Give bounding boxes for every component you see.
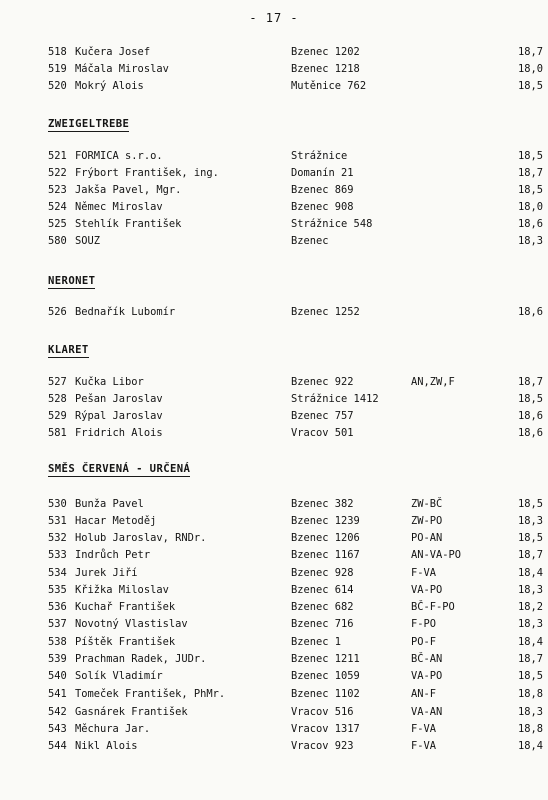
row-number: 518 [48, 46, 67, 58]
row-value: 18,3 [517, 706, 543, 718]
row-value: 18,7 [517, 167, 543, 179]
row-value: 18,5 [517, 80, 543, 92]
table-row [48, 235, 543, 252]
table-row [48, 567, 543, 584]
row-name: Píštěk František [75, 636, 176, 648]
row-place: Strážnice [291, 150, 348, 162]
row-number: 534 [48, 567, 67, 579]
row-code: BČ-AN [411, 653, 443, 665]
row-value: 18,7 [517, 376, 543, 388]
row-number: 521 [48, 150, 67, 162]
table-row [48, 393, 543, 410]
row-code: VA-PO [411, 584, 443, 596]
row-place: Bzenec 1218 [291, 63, 360, 75]
row-code: AN,ZW,F [411, 376, 455, 388]
row-place: Bzenec 1206 [291, 532, 360, 544]
row-number: 525 [48, 218, 67, 230]
row-name: Pešan Jaroslav [75, 393, 163, 405]
table-row [48, 723, 543, 740]
row-name: Gasnárek František [75, 706, 188, 718]
row-place: Bzenec 614 [291, 584, 354, 596]
row-name: Bunža Pavel [75, 498, 144, 510]
row-code: AN-VA-PO [411, 549, 462, 561]
row-number: 541 [48, 688, 67, 700]
table-row [48, 427, 543, 444]
row-name: FORMICA s.r.o. [75, 150, 163, 162]
row-code: ZW-PO [411, 515, 443, 527]
row-place: Vracov 923 [291, 740, 354, 752]
row-name: Němec Miroslav [75, 201, 163, 213]
row-value: 18,6 [517, 218, 543, 230]
section-heading-text: ZWEIGELTREBE [48, 118, 130, 130]
section-heading-text: KLARET [48, 344, 89, 356]
row-place: Bzenec 1167 [291, 549, 360, 561]
table-row [48, 218, 543, 235]
row-number: 529 [48, 410, 67, 422]
row-name: Kuchař František [75, 601, 176, 613]
row-value: 18,8 [517, 723, 543, 735]
row-value: 18,5 [517, 670, 543, 682]
table-row [48, 601, 543, 618]
row-number: 581 [48, 427, 67, 439]
row-place: Bzenec 922 [291, 376, 354, 388]
table-row [48, 636, 543, 653]
row-name: SOUZ [75, 235, 101, 247]
row-place: Bzenec 682 [291, 601, 354, 613]
table-row [48, 532, 543, 549]
table-row [48, 167, 543, 184]
row-name: Jakša Pavel, Mgr. [75, 184, 182, 196]
row-value: 18,0 [517, 63, 543, 75]
row-place: Vracov 1317 [291, 723, 360, 735]
row-code: PO-AN [411, 532, 443, 544]
row-number: 536 [48, 601, 67, 613]
row-name: Nikl Alois [75, 740, 138, 752]
row-number: 533 [48, 549, 67, 561]
row-place: Bzenec 1202 [291, 46, 360, 58]
row-value: 18,6 [517, 427, 543, 439]
row-number: 580 [48, 235, 67, 247]
row-value: 18,8 [517, 688, 543, 700]
row-place: Bzenec 1 [291, 636, 342, 648]
row-name: Kučka Libor [75, 376, 144, 388]
row-code: VA-PO [411, 670, 443, 682]
row-value: 18,7 [517, 46, 543, 58]
section-heading-text: SMĚS ČERVENÁ - URČENÁ [48, 463, 191, 475]
row-number: 526 [48, 306, 67, 318]
row-place: Bzenec 1059 [291, 670, 360, 682]
row-place: Domanín 21 [291, 167, 354, 179]
row-code: F-VA [411, 567, 437, 579]
row-value: 18,4 [517, 636, 543, 648]
row-place: Bzenec 869 [291, 184, 354, 196]
row-name: Máčala Miroslav [75, 63, 169, 75]
row-value: 18,4 [517, 567, 543, 579]
row-code: F-PO [411, 618, 437, 630]
row-place: Bzenec 928 [291, 567, 354, 579]
section-heading-text: NERONET [48, 275, 96, 287]
row-value: 18,5 [517, 498, 543, 510]
section-heading [48, 118, 129, 132]
table-row [48, 740, 543, 757]
table-row [48, 653, 543, 670]
table-row [48, 306, 543, 323]
row-number: 530 [48, 498, 67, 510]
row-code: F-VA [411, 740, 437, 752]
row-place: Vracov 501 [291, 427, 354, 439]
table-row [48, 150, 543, 167]
row-number: 539 [48, 653, 67, 665]
row-place: Bzenec 908 [291, 201, 354, 213]
row-code: PO-F [411, 636, 437, 648]
table-row [48, 410, 543, 427]
row-number: 523 [48, 184, 67, 196]
row-value: 18,5 [517, 184, 543, 196]
row-place: Bzenec 1211 [291, 653, 360, 665]
row-name: Solík Vladimír [75, 670, 163, 682]
row-name: Novotný Vlastislav [75, 618, 188, 630]
row-place: Bzenec 757 [291, 410, 354, 422]
row-name: Indrůch Petr [75, 549, 151, 561]
table-row [48, 376, 543, 393]
row-value: 18,6 [517, 410, 543, 422]
table-row [48, 46, 543, 63]
section-heading [48, 275, 95, 289]
section-heading [48, 344, 89, 358]
row-code: ZW-BČ [411, 498, 443, 510]
row-number: 537 [48, 618, 67, 630]
row-place: Bzenec 716 [291, 618, 354, 630]
row-value: 18,0 [517, 201, 543, 213]
row-number: 542 [48, 706, 67, 718]
table-row [48, 498, 543, 515]
row-place: Bzenec 382 [291, 498, 354, 510]
row-value: 18,5 [517, 150, 543, 162]
row-place: Strážnice 1412 [291, 393, 379, 405]
row-name: Stehlík František [75, 218, 182, 230]
row-number: 522 [48, 167, 67, 179]
row-code: AN-F [411, 688, 437, 700]
row-number: 520 [48, 80, 67, 92]
row-number: 544 [48, 740, 67, 752]
row-number: 527 [48, 376, 67, 388]
row-place: Mutěnice 762 [291, 80, 367, 92]
row-number: 528 [48, 393, 67, 405]
row-code: F-VA [411, 723, 437, 735]
table-row [48, 80, 543, 97]
row-value: 18,6 [517, 306, 543, 318]
row-number: 519 [48, 63, 67, 75]
row-name: Hacar Metoděj [75, 515, 157, 527]
row-name: Holub Jaroslav, RNDr. [75, 532, 207, 544]
row-value: 18,2 [517, 601, 543, 613]
row-number: 543 [48, 723, 67, 735]
row-name: Křižka Miloslav [75, 584, 169, 596]
row-name: Fridrich Alois [75, 427, 163, 439]
table-row [48, 618, 543, 635]
row-place: Strážnice 548 [291, 218, 373, 230]
table-row [48, 515, 543, 532]
row-number: 531 [48, 515, 67, 527]
row-number: 524 [48, 201, 67, 213]
row-value: 18,3 [517, 584, 543, 596]
table-row [48, 184, 543, 201]
row-value: 18,3 [517, 618, 543, 630]
row-value: 18,7 [517, 549, 543, 561]
table-row [48, 706, 543, 723]
row-place: Bzenec [291, 235, 329, 247]
section-heading [48, 463, 190, 477]
table-row [48, 688, 543, 705]
row-name: Tomeček František, PhMr. [75, 688, 226, 700]
table-row [48, 584, 543, 601]
row-name: Prachman Radek, JUDr. [75, 653, 207, 665]
row-value: 18,5 [517, 393, 543, 405]
row-name: Bednařík Lubomír [75, 306, 176, 318]
row-place: Bzenec 1239 [291, 515, 360, 527]
row-name: Jurek Jiří [75, 567, 138, 579]
table-row [48, 201, 543, 218]
row-value: 18,7 [517, 653, 543, 665]
row-number: 535 [48, 584, 67, 596]
page-number: - 17 - [249, 11, 299, 25]
row-value: 18,5 [517, 532, 543, 544]
row-place: Bzenec 1252 [291, 306, 360, 318]
row-name: Měchura Jar. [75, 723, 151, 735]
row-place: Bzenec 1102 [291, 688, 360, 700]
row-value: 18,3 [517, 515, 543, 527]
row-name: Frýbort František, ing. [75, 167, 219, 179]
row-number: 532 [48, 532, 67, 544]
row-value: 18,3 [517, 235, 543, 247]
table-row [48, 63, 543, 80]
row-place: Vracov 516 [291, 706, 354, 718]
row-name: Rýpal Jaroslav [75, 410, 163, 422]
row-number: 538 [48, 636, 67, 648]
row-number: 540 [48, 670, 67, 682]
row-name: Kučera Josef [75, 46, 151, 58]
row-value: 18,4 [517, 740, 543, 752]
table-row [48, 549, 543, 566]
row-name: Mokrý Alois [75, 80, 144, 92]
row-code: VA-AN [411, 706, 443, 718]
table-row [48, 670, 543, 687]
row-code: BČ-F-PO [411, 601, 455, 613]
